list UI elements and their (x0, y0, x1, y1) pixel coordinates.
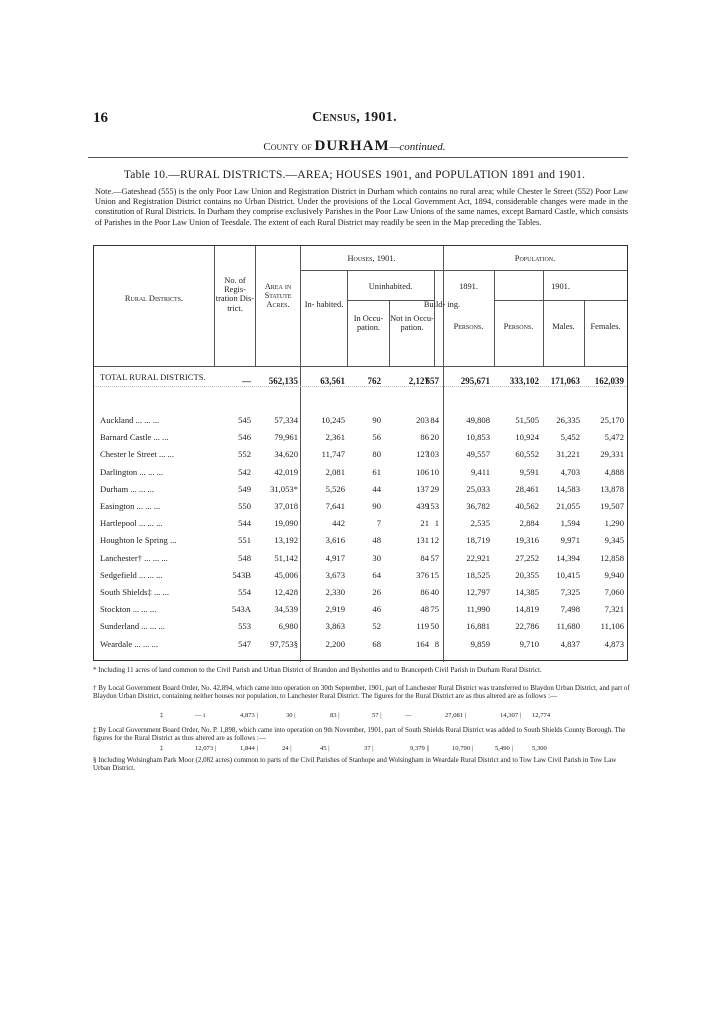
cell-area: 34,539 (274, 604, 298, 615)
cell-reg-no: 548 (238, 552, 251, 563)
cell-males: 7,498 (560, 604, 580, 615)
cell-reg-no: 551 (238, 535, 251, 546)
cell-females: 9,345 (604, 535, 624, 546)
cell-inhabited: 11,747 (321, 449, 345, 460)
col-uninhabited-group: Uninhabited. (368, 282, 413, 291)
cell-area: 34,620 (274, 449, 298, 460)
footnote-value: 83 | (330, 712, 340, 719)
cell-females: 29,331 (600, 449, 624, 460)
col-females: Females. (590, 322, 621, 331)
cell-males: 7,325 (560, 587, 580, 597)
cell-males: 4,837 (560, 638, 580, 649)
col-males: Males. (552, 322, 575, 331)
cell-persons-1901: 51,505 (515, 415, 539, 425)
col-building: Build- ing. (423, 300, 461, 309)
footnote-value: 37 | (364, 745, 374, 752)
cell-reg-no: 553 (238, 621, 251, 632)
cell-persons-1901: 27,252 (515, 552, 539, 563)
cell-area: 19,090 (274, 518, 298, 529)
cell-males: 21,055 (556, 501, 580, 511)
cell-building: 15 (430, 569, 439, 580)
county-name: DURHAM (314, 138, 390, 154)
col-persons-1901: Persons. (503, 322, 534, 331)
cell-males: 1,594 (560, 518, 580, 529)
footnote-value: 24 | (282, 745, 292, 752)
cell-building: 29 (430, 483, 439, 494)
cell-reg-no: 542 (238, 466, 251, 477)
cell-reg-no: 549 (238, 483, 251, 494)
cell-males: 31,221 (556, 449, 580, 460)
cell-persons-1891: 10,853 (466, 432, 490, 443)
total-females: 162,039 (594, 376, 624, 386)
cell-inhabited: 7,641 (325, 501, 345, 511)
cell-persons-1901: 22,786 (515, 621, 539, 632)
cell-building: 84 (430, 415, 439, 425)
cell-in-occupation: 61 (372, 466, 381, 477)
total-reg: — (242, 376, 251, 386)
cell-persons-1901: 19,316 (515, 535, 539, 546)
cell-females: 12,858 (600, 552, 624, 563)
cell-males: 11,680 (556, 621, 580, 632)
running-title-text: Census, 1901. (312, 110, 397, 125)
cell-in-occupation: 7 (376, 518, 381, 529)
cell-males: 5,452 (560, 432, 580, 443)
cell-area: 97,753§ (270, 638, 298, 649)
footnote-value: 5,300 (532, 745, 547, 752)
cell-building: 57 (430, 552, 439, 563)
total-not-in-occ: 2,127 (408, 376, 429, 386)
district-name: Sunderland ... ... ... (100, 621, 165, 632)
cell-females: 4,888 (604, 466, 624, 477)
cell-inhabited: 442 (332, 518, 345, 529)
cell-area: 37,018 (274, 501, 298, 511)
cell-reg-no: 554 (238, 587, 251, 597)
cell-inhabited: 3,673 (325, 569, 345, 580)
cell-in-occupation: 44 (372, 483, 381, 494)
cell-not-in-occupation: 439 (416, 501, 429, 511)
district-name: Darlington ... ... ... (100, 466, 164, 477)
cell-persons-1891: 22,921 (466, 552, 490, 563)
rural-districts-table (93, 245, 628, 661)
footnote-value: — (405, 712, 412, 719)
cell-building: 20 (430, 432, 439, 443)
cell-persons-1901: 9,591 (519, 466, 539, 477)
district-name: Hartlepool ... ... ... (100, 518, 163, 529)
cell-inhabited: 5,526 (325, 483, 345, 494)
total-persons-1901: 333,102 (509, 376, 539, 386)
cell-building: 50 (430, 621, 439, 632)
cell-not-in-occupation: 127 (416, 449, 429, 460)
cell-females: 4,873 (604, 638, 624, 649)
footnote-value: 12,774 (532, 712, 551, 719)
cell-in-occupation: 90 (372, 501, 381, 511)
footnote-value: 1,844 | (240, 745, 258, 752)
cell-in-occupation: 46 (372, 604, 381, 615)
district-name: Houghton le Spring ... (100, 535, 177, 546)
cell-persons-1891: 25,033 (466, 483, 490, 494)
cell-females: 5,472 (604, 432, 624, 443)
footnote-value: 57 | (372, 712, 382, 719)
total-building: 657 (425, 376, 439, 386)
footnote-ddagger: ‡ By Local Government Board Order, No. P. 1,898, which came into operation on 9th November, 1901, part of South Shields Rural District was added to South Shields County Borough. The figures for the Rural District as thus altered are as follows :— (93, 726, 626, 743)
cell-males: 4,703 (560, 466, 580, 477)
district-name: Barnard Castle ... ... (100, 432, 169, 443)
footnote-value: 5,490 | (495, 745, 513, 752)
cell-persons-1901: 60,552 (515, 449, 539, 460)
cell-reg-no: 543B (232, 569, 251, 580)
cell-persons-1891: 18,525 (466, 569, 490, 580)
cell-inhabited: 2,200 (325, 638, 345, 649)
cell-inhabited: 2,330 (325, 587, 345, 597)
cell-in-occupation: 48 (372, 535, 381, 546)
col-in-occupation: In Occu- pation. (353, 314, 384, 333)
cell-area: 31,053* (270, 483, 298, 494)
footnote-value: — i (195, 712, 206, 719)
cell-inhabited: 2,919 (325, 604, 345, 615)
cell-females: 19,507 (600, 501, 624, 511)
cell-not-in-occupation: 106 (416, 466, 429, 477)
total-row (94, 372, 627, 400)
cell-reg-no: 545 (238, 415, 251, 425)
footnote-section: § Including Wolsingham Park Moor (2,082 acres) common to parts of the Civil Parishes of Stanhope and Wolsingham in Weardale Rural District and to Tow Law Civil Parish in Tow Law Urban District. (93, 756, 617, 773)
page-number: 16 (93, 110, 108, 126)
cell-females: 11,106 (600, 621, 624, 632)
cell-not-in-occupation: 86 (420, 587, 429, 597)
cell-reg-no: 546 (238, 432, 251, 443)
total-males: 171,063 (550, 376, 580, 386)
county-suffix: —continued. (389, 141, 446, 153)
footnote-ddagger-values (93, 745, 633, 754)
cell-persons-1901: 10,924 (515, 432, 539, 443)
cell-males: 10,415 (556, 569, 580, 580)
col-area: Area in Statute Acres. (264, 282, 292, 310)
cell-inhabited: 3,616 (325, 535, 345, 546)
cell-building: 153 (426, 501, 439, 511)
footnote-value: 10,790 | (452, 745, 474, 752)
cell-reg-no: 550 (238, 501, 251, 511)
cell-inhabited: 3,863 (325, 621, 345, 632)
footnote-value: 12,073 | (195, 745, 217, 752)
total-persons-1891: 295,671 (460, 376, 490, 386)
district-name: Lanchester† ... ... ... (100, 552, 168, 563)
table-row (94, 639, 627, 663)
cell-not-in-occupation: 137 (416, 483, 429, 494)
cell-persons-1891: 11,990 (466, 604, 490, 615)
cell-in-occupation: 26 (372, 587, 381, 597)
cell-not-in-occupation: 84 (420, 552, 429, 563)
cell-in-occupation: 52 (372, 621, 381, 632)
cell-persons-1901: 14,385 (515, 587, 539, 597)
district-name: Auckland ... ... ... (100, 415, 160, 425)
cell-persons-1891: 9,411 (470, 466, 490, 477)
footnote-value: 14,307 | (500, 712, 522, 719)
col-year-1891: 1891. (459, 282, 478, 291)
cell-area: 42,019 (274, 466, 298, 477)
cell-inhabited: 2,361 (325, 432, 345, 443)
cell-males: 26,335 (556, 415, 580, 425)
cell-females: 7,321 (604, 604, 624, 615)
col-inhabited: In- habited. (304, 300, 344, 309)
cell-reg-no: 544 (238, 518, 251, 529)
cell-persons-1891: 16,881 (466, 621, 490, 632)
cell-not-in-occupation: 131 (416, 535, 429, 546)
cell-reg-no: 547 (238, 638, 251, 649)
footnote-dagger-values (93, 712, 633, 721)
cell-not-in-occupation: 86 (420, 432, 429, 443)
cell-persons-1891: 9,859 (470, 638, 490, 649)
footnote-dagger: † By Local Government Board Order, No. 42,894, which came into operation on 30th September, 1901, part of Lanchester Rural District was transferred to Blaydon Urban District, and part of Blaydon Urban District, containing neither houses nor population, to Lanchester Rural District. The figures for the Rural District are as thus altered are as follows :— (93, 684, 630, 701)
cell-males: 14,583 (556, 483, 580, 494)
cell-males: 9,971 (560, 535, 580, 546)
district-name: Durham ... ... ... (100, 483, 154, 494)
cell-persons-1891: 49,557 (466, 449, 490, 460)
footnote-value: 4,873 | (240, 712, 258, 719)
cell-females: 9,940 (604, 569, 624, 580)
footnote-value: 30 | (286, 712, 296, 719)
col-year-1901: 1901. (551, 282, 570, 291)
total-label: TOTAL RURAL DISTRICTS. (100, 372, 206, 382)
table-title: Table 10.—RURAL DISTRICTS.—AREA; HOUSES 1901, and POPULATION 1891 and 1901. (123, 169, 586, 181)
district-name: Easington ... ... ... (100, 501, 161, 511)
district-name: Weardale ... ... ... (100, 638, 159, 649)
cell-building: 10 (430, 466, 439, 477)
cell-females: 1,290 (604, 518, 624, 529)
cell-reg-no: 543A (231, 604, 251, 615)
district-name: Chester le Street ... ... (100, 449, 174, 460)
cell-building: 75 (430, 604, 439, 615)
cell-inhabited: 2,081 (325, 466, 345, 477)
cell-in-occupation: 68 (372, 638, 381, 649)
col-reg-no: No. of Regis- tration Dis- trict. (215, 276, 255, 313)
cell-persons-1891: 36,782 (466, 501, 490, 511)
cell-not-in-occupation: 164 (416, 638, 429, 649)
cell-area: 13,192 (274, 535, 298, 546)
header-rule (88, 157, 628, 158)
running-title (0, 110, 709, 126)
cell-not-in-occupation: 21 (420, 518, 429, 529)
cell-persons-1891: 2,535 (470, 518, 490, 529)
total-inhabited: 63,561 (320, 376, 345, 386)
cell-area: 51,142 (274, 552, 298, 563)
cell-in-occupation: 30 (372, 552, 381, 563)
cell-persons-1891: 12,797 (466, 587, 490, 597)
table-note: Note.—Gateshead (555) is the only Poor Law Union and Registration District in Durham which contains no rural area; while Chester le Street (552) Poor Law Union and Registration District contains no Urban District. Under the provisions of the Local Government Act, 1894, considerable changes were made in the constitution of Rural Districts. In Durham they comprise exclusively Parishes in the Poor Law Unions of the same names, except Barnard Castle, which consists of Parishes in the Poor Law Union of Teesdale. The extent of each Rural District may readily be seen in the Map preceding the Tables. (95, 187, 628, 227)
col-persons-1891: Persons. (453, 322, 484, 331)
cell-building: 40 (430, 587, 439, 597)
footnote-value: ‡ (160, 745, 164, 752)
cell-females: 13,878 (600, 483, 624, 494)
col-houses-group: Houses, 1901. (347, 254, 396, 263)
cell-persons-1901: 14,819 (515, 604, 539, 615)
cell-reg-no: 552 (238, 449, 251, 460)
cell-area: 12,428 (274, 587, 298, 597)
cell-building: 8 (434, 638, 439, 649)
cell-building: 1 (434, 518, 439, 529)
district-name: Stockton ... ... ... (100, 604, 157, 615)
cell-persons-1901: 2,884 (519, 518, 539, 529)
cell-area: 57,334 (274, 415, 298, 425)
col-population-group: Population. (514, 254, 556, 263)
cell-not-in-occupation: 48 (420, 604, 429, 615)
total-area: 562,135 (268, 376, 298, 386)
cell-females: 25,170 (600, 415, 624, 425)
cell-not-in-occupation: 203 (416, 415, 429, 425)
district-name: South Shields‡ ... ... (100, 587, 169, 597)
cell-persons-1901: 9,710 (519, 638, 539, 649)
cell-area: 6,980 (278, 621, 298, 632)
district-name: Sedgefield ... ... ... (100, 569, 163, 580)
cell-area: 79,961 (274, 432, 298, 443)
county-prefix: County of (263, 141, 312, 153)
footnote-value: ‡ (160, 712, 164, 719)
col-rural-districts: Rural Districts. (124, 294, 184, 303)
cell-females: 7,060 (604, 587, 624, 597)
cell-inhabited: 4,917 (325, 552, 345, 563)
total-in-occ: 762 (367, 376, 381, 386)
cell-area: 45,006 (274, 569, 298, 580)
county-heading (0, 138, 709, 155)
col-not-in-occupation: Not in Occu- pation. (390, 314, 434, 333)
footnote-star: * Including 11 acres of land common to the Civil Parish and Urban District of Brandon and Byshottles and to Brancepeth Civil Parish in Durham Rural District. (93, 666, 542, 674)
footnote-value: 9,379 || (410, 745, 430, 752)
cell-not-in-occupation: 119 (416, 621, 429, 632)
cell-in-occupation: 56 (372, 432, 381, 443)
cell-persons-1901: 28,461 (515, 483, 539, 494)
cell-not-in-occupation: 376 (416, 569, 429, 580)
cell-in-occupation: 64 (372, 569, 381, 580)
cell-persons-1891: 18,719 (466, 535, 490, 546)
cell-persons-1901: 20,355 (515, 569, 539, 580)
footnote-value: 45 | (320, 745, 330, 752)
cell-in-occupation: 90 (372, 415, 381, 425)
cell-in-occupation: 80 (372, 449, 381, 460)
cell-persons-1901: 40,562 (515, 501, 539, 511)
cell-persons-1891: 49,808 (466, 415, 490, 425)
footnote-value: 27,081 | (445, 712, 467, 719)
cell-inhabited: 10,245 (321, 415, 345, 425)
cell-building: 12 (430, 535, 439, 546)
cell-building: 103 (426, 449, 439, 460)
cell-males: 14,394 (556, 552, 580, 563)
